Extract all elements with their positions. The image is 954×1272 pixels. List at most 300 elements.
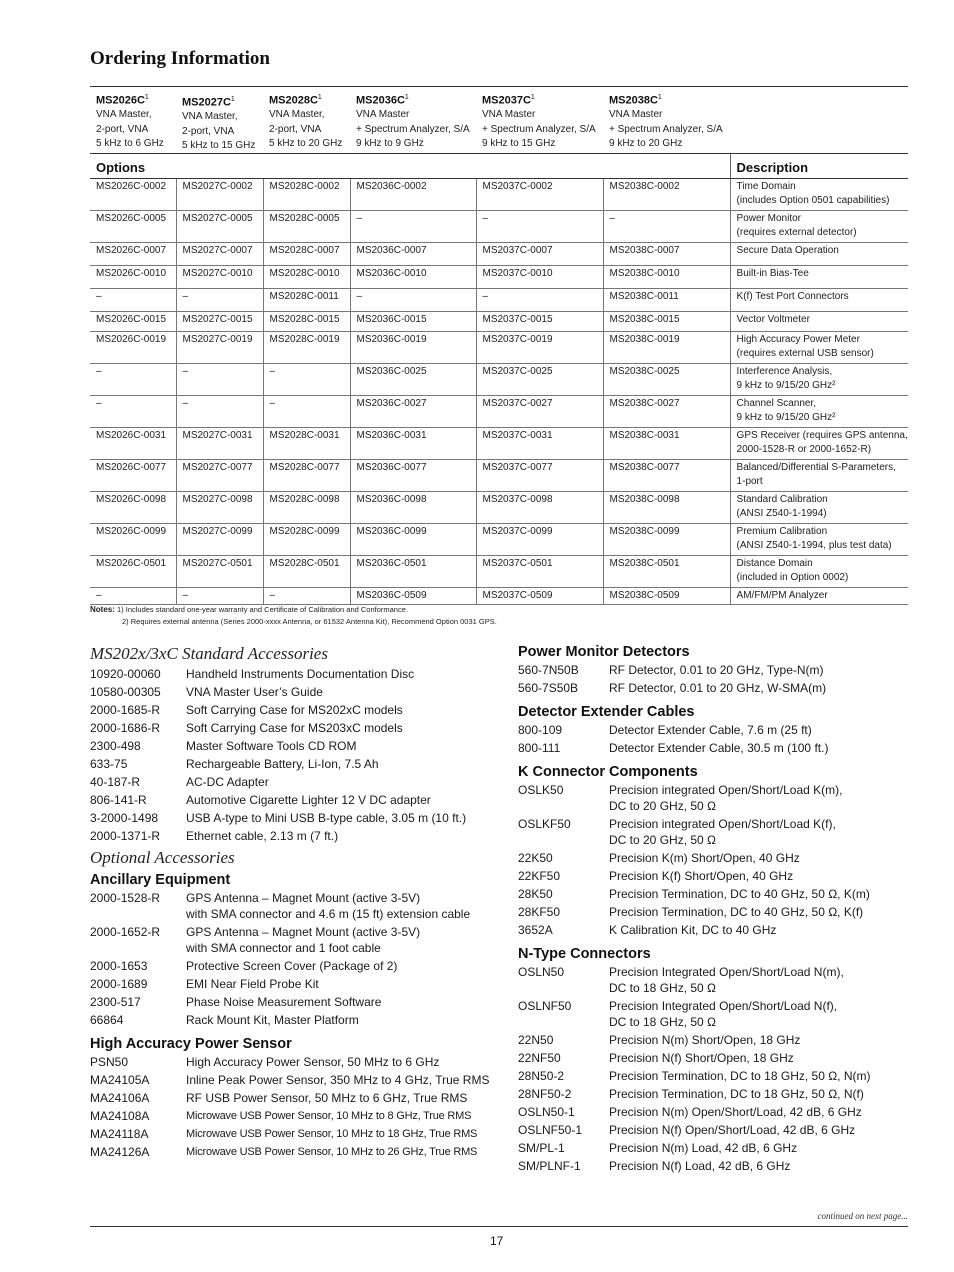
option-cell: MS2036C-0099 bbox=[350, 524, 476, 556]
part-description bbox=[186, 756, 490, 772]
part-number: MA24105A bbox=[90, 1073, 150, 1087]
option-cell: MS2028C-0077 bbox=[263, 460, 350, 492]
model-spec-line: 5 kHz to 6 GHz bbox=[96, 138, 164, 150]
description-line: (included in Option 0002) bbox=[736, 572, 849, 583]
part-description bbox=[186, 774, 490, 790]
part-description-line: Detector Extender Cable, 7.6 m (25 ft) bbox=[609, 723, 812, 737]
part-description-line: Precision K(f) Short/Open, 40 GHz bbox=[609, 869, 794, 883]
option-cell: MS2027C-0005 bbox=[176, 211, 263, 243]
note-1-text: 1) Includes standard one-year warranty and Certificate of Calibration and Conformance. bbox=[116, 605, 408, 614]
option-cell: MS2027C-0501 bbox=[176, 556, 263, 588]
list-item bbox=[518, 1032, 908, 1048]
option-cell: MS2028C-0007 bbox=[263, 243, 350, 266]
model-column bbox=[269, 91, 342, 152]
part-description bbox=[186, 792, 490, 808]
list-item bbox=[90, 828, 490, 844]
list-item bbox=[90, 958, 490, 974]
part-description bbox=[609, 886, 908, 902]
note-2: 2) Requires external antenna (Series 2000-xxxx Antenna, or 61532 Antenna Kit), Recommend Option 0031 GPS. bbox=[122, 617, 497, 626]
part-number: 2000-1652-R bbox=[90, 925, 161, 939]
model-spec-line: 2-port, VNA bbox=[182, 125, 235, 137]
list-item bbox=[518, 816, 908, 848]
model-footnote-mark: 1 bbox=[530, 94, 535, 101]
part-description-line: RF Detector, 0.01 to 20 GHz, Type-N(m) bbox=[609, 663, 824, 677]
part-description bbox=[186, 720, 490, 736]
options-table-row bbox=[90, 524, 908, 556]
option-cell: – bbox=[263, 396, 350, 428]
model-spec-line: + Spectrum Analyzer, S/A bbox=[356, 123, 470, 135]
part-description bbox=[609, 680, 908, 696]
part-description bbox=[609, 1086, 908, 1102]
model-column bbox=[356, 91, 470, 152]
option-cell: MS2036C-0509 bbox=[350, 588, 476, 605]
part-number: 2000-1653 bbox=[90, 959, 148, 973]
part-description-line: with SMA connector and 4.6 m (15 ft) extension cable bbox=[186, 907, 471, 921]
part-description-line: Master Software Tools CD ROM bbox=[186, 739, 357, 753]
part-description bbox=[186, 684, 490, 700]
part-description bbox=[186, 1108, 490, 1124]
option-cell: MS2026C-0005 bbox=[90, 211, 176, 243]
part-number: 800-109 bbox=[518, 723, 563, 737]
part-description-line: Rechargeable Battery, Li-Ion, 7.5 Ah bbox=[186, 757, 379, 771]
option-cell: MS2037C-0019 bbox=[476, 332, 603, 364]
model-footnote-mark: 1 bbox=[144, 94, 149, 101]
list-item bbox=[90, 890, 490, 922]
option-cell: MS2038C-0010 bbox=[603, 266, 730, 289]
part-description-line: with SMA connector and 1 foot cable bbox=[186, 941, 381, 955]
part-description-line: K Calibration Kit, DC to 40 GHz bbox=[609, 923, 777, 937]
description-line: AM/FM/PM Analyzer bbox=[736, 590, 828, 601]
option-cell: – bbox=[90, 396, 176, 428]
model-column bbox=[609, 91, 723, 152]
list-item bbox=[90, 1090, 490, 1106]
continued-note: continued on next page... bbox=[817, 1211, 908, 1221]
part-description-line: Automotive Cigarette Lighter 12 V DC adapter bbox=[186, 793, 431, 807]
part-description-line: GPS Antenna – Magnet Mount (active 3-5V) bbox=[186, 891, 421, 905]
option-cell: MS2026C-0031 bbox=[90, 428, 176, 460]
option-description bbox=[730, 312, 908, 332]
option-cell: – bbox=[476, 211, 603, 243]
model-name-text: MS2038C bbox=[609, 94, 658, 107]
model-spec-line: + Spectrum Analyzer, S/A bbox=[482, 123, 596, 135]
part-number: 806-141-R bbox=[90, 793, 147, 807]
option-cell: MS2038C-0098 bbox=[603, 492, 730, 524]
option-description bbox=[730, 332, 908, 364]
option-cell: MS2036C-0031 bbox=[350, 428, 476, 460]
list-item bbox=[518, 922, 908, 938]
model-name bbox=[356, 91, 470, 108]
list-item bbox=[90, 774, 490, 790]
model-spec-line: VNA Master bbox=[609, 109, 663, 121]
option-cell: MS2027C-0002 bbox=[176, 179, 263, 211]
option-cell: MS2026C-0015 bbox=[90, 312, 176, 332]
list-item bbox=[90, 810, 490, 826]
description-line: High Accuracy Power Meter bbox=[736, 334, 860, 345]
list-item bbox=[518, 964, 908, 996]
model-name-text: MS2027C bbox=[182, 96, 231, 109]
part-number: 22NF50 bbox=[518, 1051, 561, 1065]
model-spec-line: 9 kHz to 20 GHz bbox=[609, 138, 683, 150]
option-cell: MS2038C-0019 bbox=[603, 332, 730, 364]
option-cell: MS2028C-0099 bbox=[263, 524, 350, 556]
part-description bbox=[609, 868, 908, 884]
model-name-text: MS2028C bbox=[269, 94, 318, 107]
model-spec-line: 2-port, VNA bbox=[96, 123, 149, 135]
model-column bbox=[482, 91, 596, 152]
model-name-text: MS2037C bbox=[482, 94, 531, 107]
list-item bbox=[90, 792, 490, 808]
option-cell: MS2037C-0002 bbox=[476, 179, 603, 211]
model-spec-line: VNA Master bbox=[356, 109, 410, 121]
option-cell: – bbox=[90, 289, 176, 312]
part-description-line: Precision Integrated Open/Short/Load N(m), bbox=[609, 965, 844, 979]
options-table-row bbox=[90, 588, 908, 605]
part-number: 2000-1528-R bbox=[90, 891, 161, 905]
option-description bbox=[730, 266, 908, 289]
section-title: Detector Extender Cables bbox=[518, 704, 695, 720]
description-line: (includes Option 0501 capabilities) bbox=[736, 195, 890, 206]
option-cell: MS2037C-0077 bbox=[476, 460, 603, 492]
model-spec-line: VNA Master, bbox=[96, 109, 152, 121]
description-line: (requires external USB sensor) bbox=[736, 348, 874, 359]
model-spec-line: 5 kHz to 20 GHz bbox=[269, 138, 343, 150]
list-item bbox=[518, 722, 908, 738]
part-number: 633-75 bbox=[90, 757, 128, 771]
option-description bbox=[730, 524, 908, 556]
option-cell: MS2037C-0007 bbox=[476, 243, 603, 266]
option-cell: MS2027C-0099 bbox=[176, 524, 263, 556]
option-cell: – bbox=[176, 588, 263, 605]
part-description-line: Soft Carrying Case for MS203xC models bbox=[186, 721, 403, 735]
list-item bbox=[90, 756, 490, 772]
part-description-line: Phase Noise Measurement Software bbox=[186, 995, 382, 1009]
description-header: Description bbox=[730, 154, 908, 179]
option-cell: MS2036C-0501 bbox=[350, 556, 476, 588]
section-list bbox=[518, 964, 908, 1174]
description-line: Balanced/Differential S-Parameters, bbox=[736, 462, 896, 473]
part-description-line: Precision N(m) Open/Short/Load, 42 dB, 6 GHz bbox=[609, 1105, 862, 1119]
model-name-text: MS2036C bbox=[356, 94, 405, 107]
options-table-row bbox=[90, 179, 908, 211]
part-description bbox=[609, 998, 908, 1030]
part-number: 2000-1685-R bbox=[90, 703, 161, 717]
part-number: OSLKF50 bbox=[518, 817, 571, 831]
part-description-line: Precision Integrated Open/Short/Load N(f), bbox=[609, 999, 838, 1013]
part-description bbox=[186, 1072, 490, 1088]
option-cell: MS2027C-0019 bbox=[176, 332, 263, 364]
part-number: 28KF50 bbox=[518, 905, 561, 919]
model-column bbox=[182, 93, 255, 154]
part-description-line: Precision Termination, DC to 18 GHz, 50 Ω, N(m) bbox=[609, 1069, 871, 1083]
list-item bbox=[90, 702, 490, 718]
part-description-line: High Accuracy Power Sensor, 50 MHz to 6 GHz bbox=[186, 1055, 440, 1069]
part-description bbox=[609, 740, 908, 756]
list-item bbox=[518, 868, 908, 884]
description-line: (ANSI Z540-1-1994, plus test data) bbox=[736, 540, 892, 551]
option-cell: MS2036C-0015 bbox=[350, 312, 476, 332]
options-table-row bbox=[90, 312, 908, 332]
part-description-line: Precision N(f) Short/Open, 18 GHz bbox=[609, 1051, 794, 1065]
option-cell: MS2026C-0019 bbox=[90, 332, 176, 364]
option-cell: MS2037C-0098 bbox=[476, 492, 603, 524]
list-item bbox=[90, 1072, 490, 1088]
part-description-line: USB A-type to Mini USB B-type cable, 3.05 m (10 ft.) bbox=[186, 811, 467, 825]
option-cell: MS2036C-0025 bbox=[350, 364, 476, 396]
description-line: (requires external detector) bbox=[736, 227, 857, 238]
list-item bbox=[518, 904, 908, 920]
model-footnote-mark: 1 bbox=[404, 94, 409, 101]
option-cell: MS2038C-0099 bbox=[603, 524, 730, 556]
part-number: OSLN50 bbox=[518, 965, 565, 979]
part-description-line: Precision K(m) Short/Open, 40 GHz bbox=[609, 851, 800, 865]
option-description bbox=[730, 460, 908, 492]
part-description bbox=[186, 738, 490, 754]
option-cell: MS2036C-0002 bbox=[350, 179, 476, 211]
part-description-line: Detector Extender Cable, 30.5 m (100 ft.) bbox=[609, 741, 829, 755]
option-cell: – bbox=[476, 289, 603, 312]
description-line: 9 kHz to 9/15/20 GHz² bbox=[736, 412, 836, 423]
part-description bbox=[186, 702, 490, 718]
list-item bbox=[518, 1086, 908, 1102]
option-description bbox=[730, 364, 908, 396]
part-number: OSLNF50 bbox=[518, 999, 572, 1013]
part-description-line: Rack Mount Kit, Master Platform bbox=[186, 1013, 359, 1027]
options-table-row bbox=[90, 266, 908, 289]
options-table-header bbox=[90, 154, 908, 179]
part-description-line: Precision integrated Open/Short/Load K(f), bbox=[609, 817, 836, 831]
part-description-line: Protective Screen Cover (Package of 2) bbox=[186, 959, 398, 973]
part-description bbox=[609, 1140, 908, 1156]
list-item bbox=[518, 1050, 908, 1066]
option-cell: MS2036C-0010 bbox=[350, 266, 476, 289]
part-description-line: RF Detector, 0.01 to 20 GHz, W-SMA(m) bbox=[609, 681, 827, 695]
option-cell: MS2037C-0025 bbox=[476, 364, 603, 396]
section-title: Power Monitor Detectors bbox=[518, 644, 690, 660]
option-cell: MS2038C-0509 bbox=[603, 588, 730, 605]
model-spec-line: 5 kHz to 15 GHz bbox=[182, 140, 256, 152]
part-description-line: DC to 20 GHz, 50 Ω bbox=[609, 833, 717, 847]
option-description bbox=[730, 556, 908, 588]
description-line: Built-in Bias-Tee bbox=[736, 268, 809, 279]
options-table-row bbox=[90, 211, 908, 243]
list-item bbox=[90, 976, 490, 992]
part-description bbox=[609, 922, 908, 938]
option-cell: MS2038C-0031 bbox=[603, 428, 730, 460]
part-description bbox=[609, 816, 908, 848]
option-cell: MS2037C-0027 bbox=[476, 396, 603, 428]
option-cell: MS2028C-0031 bbox=[263, 428, 350, 460]
model-name bbox=[482, 91, 596, 108]
part-description bbox=[186, 828, 490, 844]
part-number: 28NF50-2 bbox=[518, 1087, 572, 1101]
part-number: OSLN50-1 bbox=[518, 1105, 575, 1119]
description-line: Distance Domain bbox=[736, 558, 813, 569]
model-spec-line: + Spectrum Analyzer, S/A bbox=[609, 123, 723, 135]
options-table-row bbox=[90, 243, 908, 266]
part-number: MA24108A bbox=[90, 1109, 150, 1123]
option-cell: MS2037C-0031 bbox=[476, 428, 603, 460]
part-description-line: Precision N(f) Load, 42 dB, 6 GHz bbox=[609, 1159, 791, 1173]
model-spec-line: 2-port, VNA bbox=[269, 123, 322, 135]
option-cell: MS2037C-0015 bbox=[476, 312, 603, 332]
ancillary-equipment-list bbox=[90, 890, 490, 1028]
option-cell: MS2026C-0010 bbox=[90, 266, 176, 289]
option-cell: MS2026C-0002 bbox=[90, 179, 176, 211]
option-cell: MS2038C-0025 bbox=[603, 364, 730, 396]
description-line: Premium Calibration bbox=[736, 526, 828, 537]
document-page bbox=[90, 0, 908, 1272]
option-cell: MS2038C-0501 bbox=[603, 556, 730, 588]
option-cell: MS2036C-0007 bbox=[350, 243, 476, 266]
list-item bbox=[518, 1104, 908, 1120]
option-cell: MS2028C-0010 bbox=[263, 266, 350, 289]
part-description bbox=[609, 1068, 908, 1084]
part-description-line: DC to 20 GHz, 50 Ω bbox=[609, 799, 717, 813]
part-number: 28N50-2 bbox=[518, 1069, 565, 1083]
part-description bbox=[609, 964, 908, 996]
part-number: 40-187-R bbox=[90, 775, 141, 789]
option-cell: MS2028C-0002 bbox=[263, 179, 350, 211]
part-description bbox=[609, 1050, 908, 1066]
option-cell: MS2037C-0099 bbox=[476, 524, 603, 556]
part-description bbox=[609, 904, 908, 920]
part-number: 2000-1686-R bbox=[90, 721, 161, 735]
part-description bbox=[609, 782, 908, 814]
part-description bbox=[186, 1090, 490, 1106]
part-description-line: Precision N(f) Open/Short/Load, 42 dB, 6 GHz bbox=[609, 1123, 856, 1137]
option-cell: – bbox=[176, 364, 263, 396]
list-item bbox=[518, 1068, 908, 1084]
standard-accessories-list bbox=[90, 666, 490, 844]
list-item bbox=[90, 666, 490, 682]
option-cell: MS2028C-0098 bbox=[263, 492, 350, 524]
options-table-row bbox=[90, 460, 908, 492]
part-number: OSLNF50-1 bbox=[518, 1123, 583, 1137]
section-title: N-Type Connectors bbox=[518, 946, 651, 962]
option-description bbox=[730, 396, 908, 428]
description-line: 2000-1528-R or 2000-1652-R) bbox=[736, 444, 872, 455]
model-footnote-mark: 1 bbox=[230, 96, 235, 103]
part-number: SM/PL-1 bbox=[518, 1141, 565, 1155]
part-description-line: Microwave USB Power Sensor, 10 MHz to 18 GHz, True RMS bbox=[186, 1128, 478, 1140]
model-spec-line: VNA Master bbox=[482, 109, 536, 121]
list-item bbox=[90, 720, 490, 736]
power-sensor-list bbox=[90, 1054, 490, 1160]
option-cell: MS2028C-0501 bbox=[263, 556, 350, 588]
options-table-row bbox=[90, 332, 908, 364]
part-number: 2000-1689 bbox=[90, 977, 148, 991]
list-item bbox=[90, 994, 490, 1010]
part-description bbox=[609, 722, 908, 738]
option-description bbox=[730, 211, 908, 243]
notes bbox=[90, 604, 908, 628]
option-cell: MS2026C-0077 bbox=[90, 460, 176, 492]
option-cell: MS2037C-0501 bbox=[476, 556, 603, 588]
option-cell: MS2028C-0005 bbox=[263, 211, 350, 243]
option-cell: – bbox=[263, 364, 350, 396]
option-cell: MS2037C-0010 bbox=[476, 266, 603, 289]
description-line: 1-port bbox=[736, 476, 763, 487]
part-description bbox=[609, 1122, 908, 1138]
option-cell: – bbox=[90, 364, 176, 396]
standard-accessories-title: MS202x/3xC Standard Accessories bbox=[90, 644, 328, 663]
model-name-text: MS2026C bbox=[96, 94, 145, 107]
option-cell: MS2036C-0027 bbox=[350, 396, 476, 428]
part-description bbox=[186, 1144, 490, 1160]
option-cell: – bbox=[176, 396, 263, 428]
part-number: PSN50 bbox=[90, 1055, 129, 1069]
part-description bbox=[609, 662, 908, 678]
description-line: Interference Analysis, bbox=[736, 366, 833, 377]
part-description-line: Precision Termination, DC to 40 GHz, 50 Ω, K(m) bbox=[609, 887, 870, 901]
list-item bbox=[518, 998, 908, 1030]
part-number: 22N50 bbox=[518, 1033, 554, 1047]
option-cell: – bbox=[350, 289, 476, 312]
part-description bbox=[186, 1054, 490, 1070]
part-number: 22K50 bbox=[518, 851, 553, 865]
section-list bbox=[518, 722, 908, 756]
part-description bbox=[186, 994, 490, 1010]
option-cell: MS2027C-0077 bbox=[176, 460, 263, 492]
model-footnote-mark: 1 bbox=[657, 94, 662, 101]
description-line: 9 kHz to 9/15/20 GHz² bbox=[736, 380, 836, 391]
option-description bbox=[730, 179, 908, 211]
right-column bbox=[518, 642, 908, 1176]
option-cell: – bbox=[603, 211, 730, 243]
list-item bbox=[90, 738, 490, 754]
list-item bbox=[518, 782, 908, 814]
model-footnote-mark: 1 bbox=[317, 94, 322, 101]
option-cell: MS2038C-0007 bbox=[603, 243, 730, 266]
footer-rule bbox=[90, 1226, 908, 1227]
option-cell: MS2028C-0019 bbox=[263, 332, 350, 364]
option-cell: MS2027C-0015 bbox=[176, 312, 263, 332]
option-cell: MS2028C-0011 bbox=[263, 289, 350, 312]
ancillary-equipment-title: Ancillary Equipment bbox=[90, 872, 231, 888]
option-cell: MS2038C-0011 bbox=[603, 289, 730, 312]
option-cell: MS2026C-0007 bbox=[90, 243, 176, 266]
list-item bbox=[518, 662, 908, 678]
part-description-line: Precision Termination, DC to 18 GHz, 50 Ω, N(f) bbox=[609, 1087, 864, 1101]
part-number: 66864 bbox=[90, 1013, 124, 1027]
option-cell: MS2037C-0509 bbox=[476, 588, 603, 605]
list-item bbox=[518, 886, 908, 902]
option-cell: MS2036C-0077 bbox=[350, 460, 476, 492]
options-table-body bbox=[90, 179, 908, 605]
part-description-line: Precision N(m) Load, 42 dB, 6 GHz bbox=[609, 1141, 798, 1155]
option-description bbox=[730, 289, 908, 312]
part-number: 3-2000-1498 bbox=[90, 811, 159, 825]
model-header-row bbox=[90, 88, 908, 152]
option-description bbox=[730, 492, 908, 524]
part-description bbox=[609, 1158, 908, 1174]
list-item bbox=[518, 850, 908, 866]
model-spec-line: VNA Master, bbox=[269, 109, 325, 121]
part-description bbox=[186, 810, 490, 826]
part-description-line: AC-DC Adapter bbox=[186, 775, 269, 789]
part-number: 10920-00060 bbox=[90, 667, 161, 681]
option-cell: MS2027C-0007 bbox=[176, 243, 263, 266]
power-sensor-title: High Accuracy Power Sensor bbox=[90, 1036, 292, 1052]
description-line: (ANSI Z540-1-1994) bbox=[736, 508, 827, 519]
option-description bbox=[730, 588, 908, 605]
list-item bbox=[518, 1140, 908, 1156]
option-cell: MS2038C-0027 bbox=[603, 396, 730, 428]
part-description bbox=[186, 1012, 490, 1028]
part-number: 10580-00305 bbox=[90, 685, 161, 699]
part-number: 28K50 bbox=[518, 887, 553, 901]
description-line: GPS Receiver (requires GPS antenna, bbox=[736, 430, 908, 441]
